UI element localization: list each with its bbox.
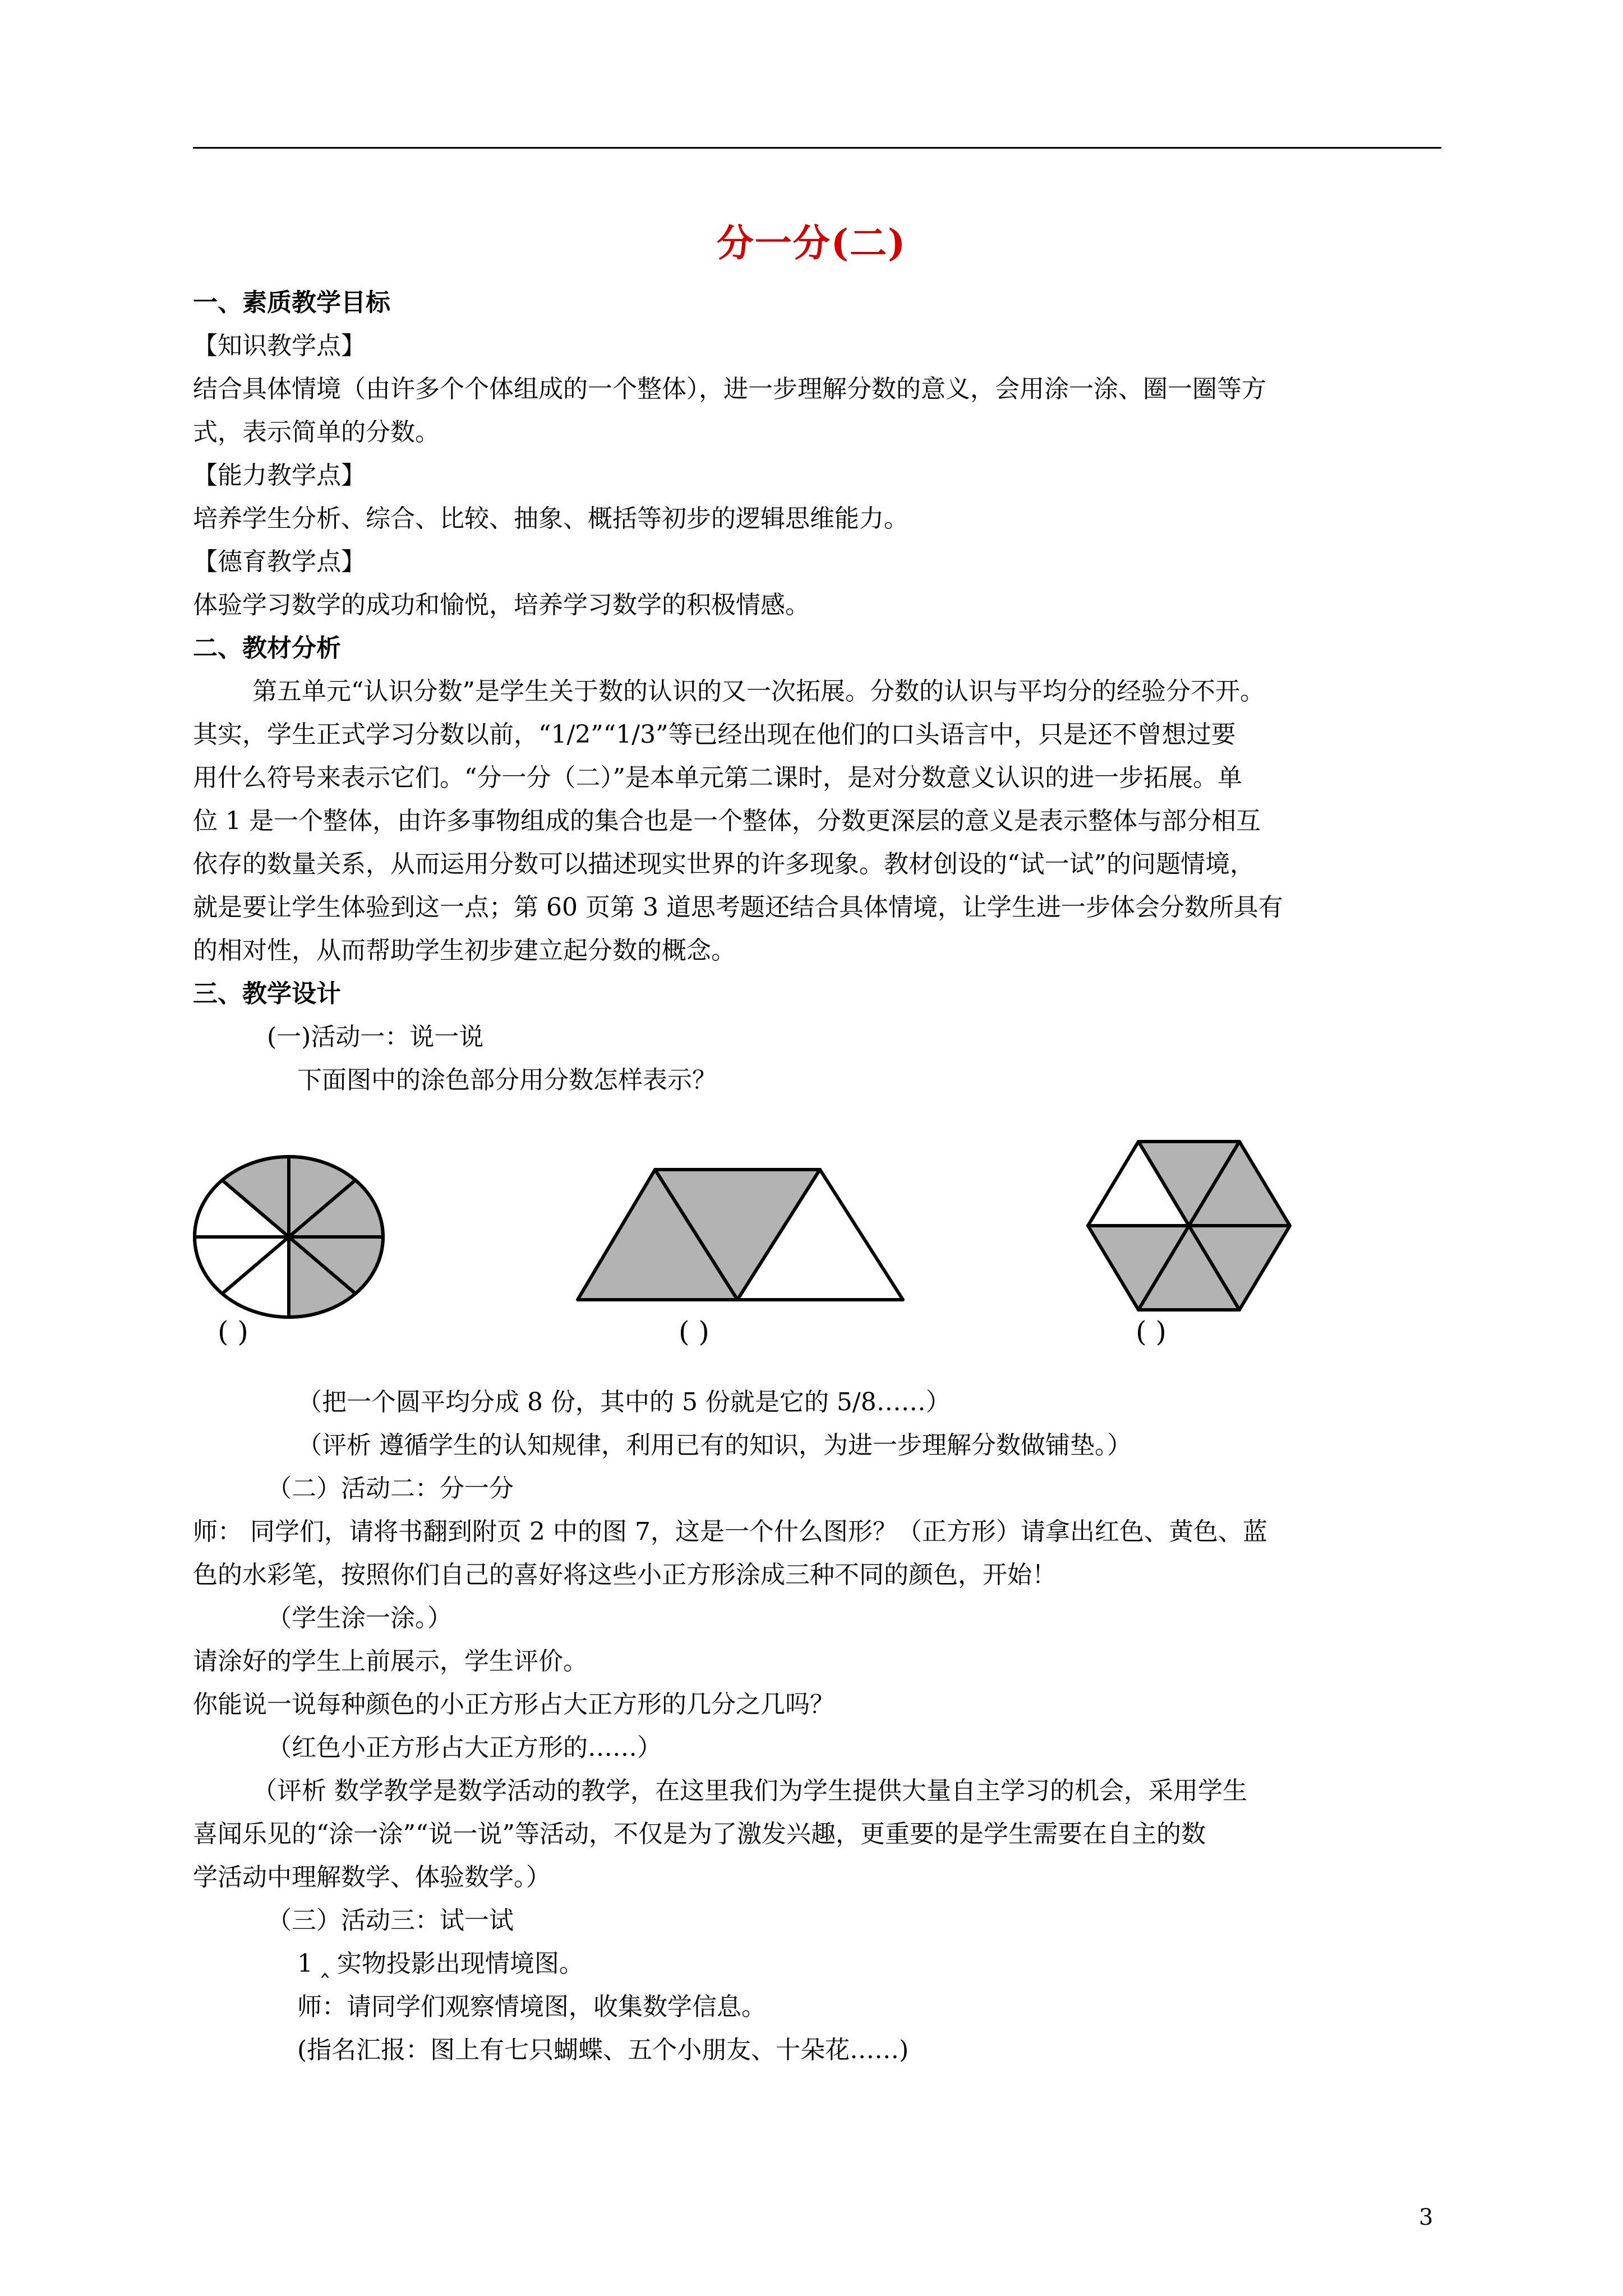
activity-2-student: （学生涂一涂。） [267,1604,452,1632]
moral-text: 体验学习数学的成功和愉悦，培养学习数学的积极情感。 [193,591,810,619]
activity-3-step: 1 ‸ 实物投影出现情境图。 [297,1949,584,1978]
page-title: 分一分(二) [716,221,907,265]
section-3-heading: 三、教学设计 [193,979,341,1008]
analysis-line: 其实，学生正式学习分数以前，“1/2”“1/3”等已经出现在他们的口头语言中，只是还不曾想过要 [193,720,1236,749]
activity-2-text: 色的水彩笔，按照你们自己的喜好将这些小正方形涂成三种不同的颜色，开始！ [193,1561,1057,1589]
activity-1-title: (一)活动一：说一说 [267,1023,484,1051]
activity-2-comment: 学活动中理解数学、体验数学。） [193,1863,551,1892]
analysis-line: 就是要让学生体验到这一点；第 60 页第 3 道思考题还结合具体情境，让学生进一步体会分数所具有 [193,893,1283,922]
answer-blank-circle: ( ) [218,1315,248,1348]
ability-label: 【能力教学点】 [193,461,366,490]
activity-2-text: 你能说一说每种颜色的小正方形占大正方形的几分之几吗？ [193,1690,834,1719]
trapezoid-triangles-figure [572,1164,909,1304]
activity-3-step: (指名汇报：图上有七只蝴蝶、五个小朋友、十朵花……) [297,2036,909,2064]
activity-2-text: 请涂好的学生上前展示，学生评价。 [193,1647,588,1676]
activity-2-comment: （评析 数学教学是数学活动的教学，在这里我们为学生提供大量自主学习的机会，采用学生 [252,1777,1247,1805]
activity-1-answer: （把一个圆平均分成 8 份，其中的 5 份就是它的 5/8……） [297,1388,951,1416]
knowledge-text-2: 式，表示简单的分数。 [193,418,440,447]
activity-3-title: （三）活动三：试一试 [267,1906,514,1935]
activity-1-comment: （评析 遵循学生的认知规律，利用已有的知识，为进一步理解分数做铺垫。） [297,1431,1132,1460]
knowledge-label: 【知识教学点】 [193,332,366,360]
header-rule [193,147,1441,149]
activity-3-step: 师：请同学们观察情境图，收集数学信息。 [297,1993,766,2021]
activity-2-answer: （红色小正方形占大正方形的……） [267,1733,662,1762]
hexagon-triangles-figure [1082,1136,1295,1315]
activity-2-text: 师： 同学们，请将书翻到附页 2 中的图 7，这是一个什么图形？（正方形）请拿出红色、黄色、蓝 [193,1517,1267,1546]
analysis-line: 用什么符号来表示它们。“分一分（二）”是本单元第二课时，是对分数意义认识的进一步拓展。单 [193,763,1242,792]
analysis-line: 的相对性，从而帮助学生初步建立起分数的概念。 [193,936,736,965]
analysis-line: 依存的数量关系，从而运用分数可以描述现实世界的许多现象。教材创设的“试一试”的问题情境， [193,850,1255,878]
moral-label: 【德育教学点】 [193,547,366,576]
ability-text: 培养学生分析、综合、比较、抽象、概括等初步的逻辑思维能力。 [193,504,909,533]
knowledge-text-1: 结合具体情境（由许多个个体组成的一个整体），进一步理解分数的意义，会用涂一涂、圈一圈等方 [193,375,1266,403]
activity-2-comment: 喜闻乐见的“涂一涂”“说一说”等活动，不仅是为了激发兴趣，更重要的是学生需要在自主的数 [193,1820,1206,1848]
answer-blank-hexagon: ( ) [1136,1315,1166,1348]
circle-eighths-figure [191,1153,387,1321]
activity-2-title: （二）活动二：分一分 [267,1474,514,1503]
analysis-line: 位 1 是一个整体，由许多事物组成的集合也是一个整体，分数更深层的意义是表示整体与部分相互 [193,807,1261,835]
analysis-line: 第五单元“认识分数”是学生关于数的认识的又一次拓展。分数的认识与平均分的经验分不开。 [252,677,1265,706]
section-1-heading: 一、素质教学目标 [193,288,390,317]
activity-1-question: 下面图中的涂色部分用分数怎样表示？ [297,1066,717,1094]
answer-blank-trapezoid: ( ) [679,1315,709,1348]
section-2-heading: 二、教材分析 [193,634,341,662]
page-number: 3 [1419,2205,1433,2230]
